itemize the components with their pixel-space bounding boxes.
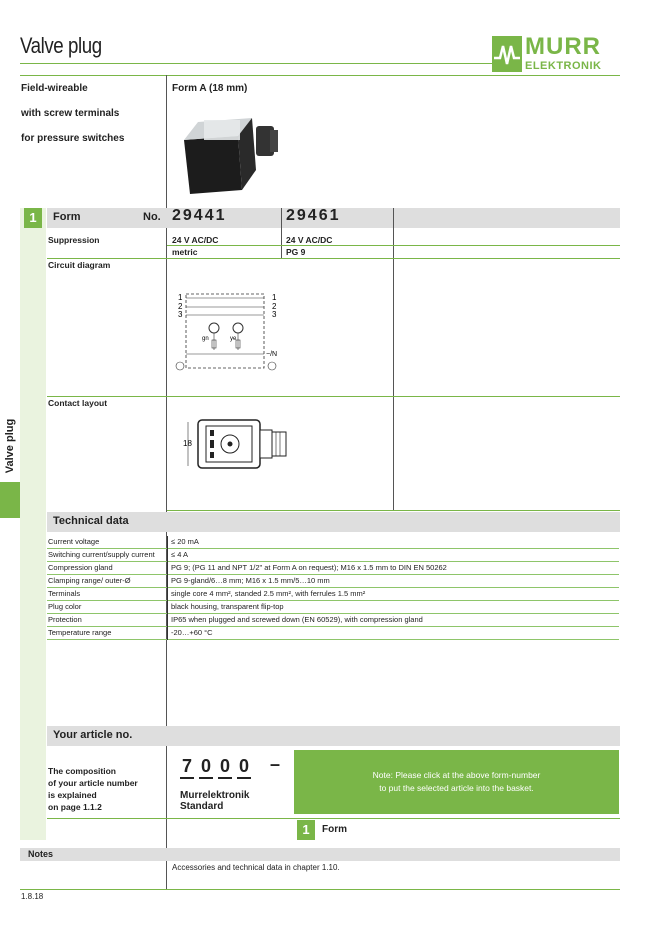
article-digit: 0 [199,756,213,779]
tech-row: Temperature range -20…+60 °C [47,627,619,640]
composition-line-4: on page 1.1.2 [48,802,102,812]
article-digit: 0 [237,756,251,779]
contact-layout-label: Contact layout [48,398,108,408]
intro-line-1: Field-wireable [21,83,88,94]
tech-row: Clamping range/ outer-Ø PG 9-gland/6…8 mm; M16 x 1.5 mm/5…10 mm [47,575,619,588]
brand-logo [492,33,620,76]
gland-29461: PG 9 [286,247,306,257]
intro-line-3: for pressure switches [21,133,125,144]
basket-note-line-1: Note: Please click at the above form-number [372,770,541,780]
basket-note-line-2: to put the selected article into the basket. [379,783,534,793]
suppression-29461: 24 V AC/DC [286,235,333,245]
tech-row: Plug color black housing, transparent flip-top [47,601,619,614]
svg-text:3: 3 [272,310,277,319]
suppression-label: Suppression [48,235,100,245]
gland-29441: metric [172,247,198,257]
composition-line-3: is explained [48,790,97,800]
circuit-diagram-label: Circuit diagram [48,260,111,270]
svg-text:gn: gn [202,336,209,342]
brand-top: MURR [525,33,601,60]
composition-line-1: The composition [48,766,116,776]
form-heading: Form A (18 mm) [172,83,248,94]
column-divider [166,75,167,890]
svg-text:2: 2 [272,302,277,311]
svg-text:ye: ye [230,336,237,342]
section-band [20,208,46,840]
tech-row: Compression gland PG 9; (PG 11 and NPT 1/2" at Form A on request); M16 x 1.5 mm to DIN EN 50262 [47,562,619,575]
svg-text:2: 2 [178,302,183,311]
form-number-label: Form [322,824,347,835]
intro-line-2: with screw terminals [21,108,120,119]
tech-row: Terminals single core 4 mm², standed 2.5 mm², with ferrules 1.5 mm² [47,588,619,601]
tech-row: Protection IP65 when plugged and screwed down (EN 60529), with compression gland [47,614,619,627]
article-no-heading: Your article no. [53,729,133,741]
page-title: Valve plug [20,33,102,58]
no-label: No. [143,211,161,223]
standard-line-1: Murrelektronik [180,790,250,801]
section-number: 1 [24,208,42,228]
murr-logo-icon [492,36,522,72]
composition-line-2: of your article number [48,778,138,788]
article-digit: 7 [180,756,194,779]
circuit-diagram [172,288,292,378]
dimension-18: 18 [183,439,192,448]
technical-data-header [47,512,620,532]
notes-text: Accessories and technical data in chapter 1.10. [172,863,340,872]
svg-text:1: 1 [272,293,277,302]
basket-note-box [294,750,619,814]
side-tab-bar [0,482,20,518]
svg-text:3: 3 [178,310,183,319]
svg-text:−/N: −/N [266,351,278,358]
pin-left-1: 1 [178,293,183,302]
contact-layout-drawing [180,416,300,472]
article-29461[interactable]: 29461 [286,207,341,224]
article-no-header [47,726,620,746]
footer-rule [20,889,620,890]
notes-heading: Notes [28,849,54,859]
product-image [176,110,286,200]
suppression-29441: 24 V AC/DC [172,235,219,245]
brand-bottom: ELEKTRONIK [525,60,602,72]
header-rule [20,63,492,64]
form-number-button[interactable]: 1 [297,820,315,840]
tech-row: Switching current/supply current ≤ 4 A [47,549,619,562]
form-label: Form [53,211,81,223]
page-number: 1.8.18 [21,892,44,901]
technical-data-heading: Technical data [53,515,129,527]
article-digit: 0 [218,756,232,779]
standard-line-2: Standard [180,801,224,812]
article-dash: – [270,754,281,774]
notes-header [20,848,620,861]
side-tab-label: Valve plug [4,418,16,474]
article-29441[interactable]: 29441 [172,207,227,224]
tech-row: Current voltage ≤ 20 mA [47,536,619,549]
